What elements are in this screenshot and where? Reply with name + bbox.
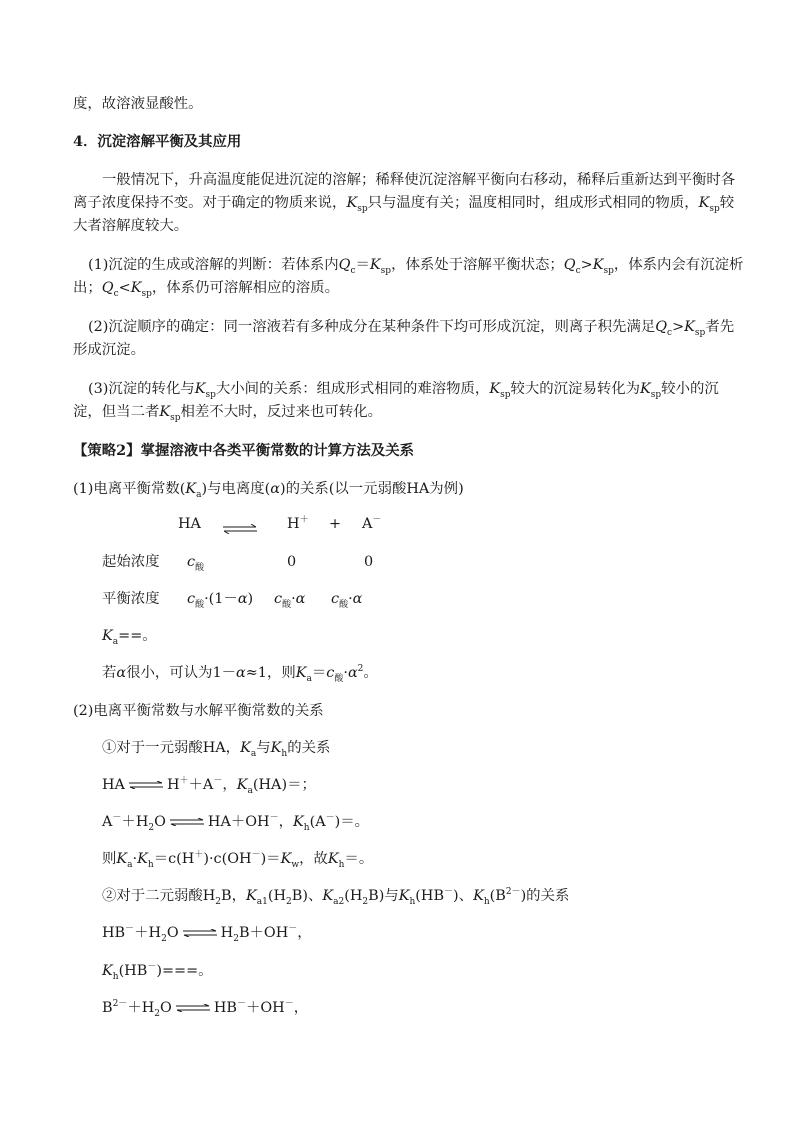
paragraph-line: 大者溶解度较大。 bbox=[73, 218, 189, 234]
equilibrium-h-conc: $c_酸\cdot\alpha$ bbox=[274, 591, 306, 610]
strategy-2-title: 【策略2】掌握溶液中各类平衡常数的计算方法及关系 bbox=[73, 442, 414, 459]
item-3-line: (3)沉淀的转化与$K_{sp}$大小间的关系：组成形式相同的难溶物质，$K_{sp}$较大的沉淀易转化为$K_{sp}$较小的沉 bbox=[88, 381, 719, 400]
section-4-title: 4．沉淀溶解平衡及其应用 bbox=[73, 133, 242, 150]
equilibrium-a-conc: $c_酸\cdot\alpha$ bbox=[331, 591, 363, 610]
hb-kh-line: $K_h(HB^-)===$。 bbox=[102, 962, 213, 982]
sub-1-title: ①对于一元弱酸HA，$K_a$与$K_h$的关系 bbox=[102, 740, 331, 759]
small-alpha-line: 若α很小，可认为1－α≈1，则$K_a=c_酸\cdot\alpha^2$。 bbox=[102, 664, 378, 684]
initial-acid-conc: $c_酸$ bbox=[187, 554, 205, 573]
row-equilibrium-label: 平衡浓度 bbox=[102, 591, 160, 607]
equilibrium-arrow-icon bbox=[128, 781, 164, 789]
ka-expression: $K_a==$。 bbox=[102, 628, 157, 647]
item-1-line: 出；$Q_c<K_{sp}$，体系仍可溶解相应的溶质。 bbox=[73, 280, 339, 299]
item-2-line: (2)沉淀顺序的确定：同一溶液若有多种成分在某种条件下均可形成沉淀，则离子积先满足$Q_c>K_{sp}$者先 bbox=[88, 319, 735, 338]
equilibrium-acid-conc: $c_酸\cdot(1-\alpha)$ bbox=[187, 591, 254, 610]
initial-a-conc: 0 bbox=[364, 554, 374, 570]
ka-kh-product-line: 则$K_a\cdot K_h=c(H^+)\cdot c(OH^-)=K_w$，故$K_h=$。 bbox=[102, 850, 374, 870]
item-1-line: (1)沉淀的生成或溶解的判断：若体系内$Q_c=K_{sp}$，体系处于溶解平衡状态；$Q_c>K_{sp}$，体系内会有沉淀析 bbox=[88, 257, 744, 276]
text-line: 度，故溶液显酸性。 bbox=[73, 96, 203, 112]
item-3-line: 淀，但当二者$K_{sp}$相差不大时，反过来也可转化。 bbox=[73, 404, 382, 423]
ha-ionization-line: HA H＋＋A－，$K_a(HA)=$； bbox=[102, 776, 316, 796]
sub-2-title: ②对于二元弱酸$H_2B$，$K_{a1}(H_2B)$、$K_{a2}(H_2B)$与$K_h(HB^-)$、$K_h(B^{2-})$的关系 bbox=[102, 887, 570, 907]
part-1-title: (1)电离平衡常数$(K_a)$与电离度(α)的关系(以一元弱酸HA为例) bbox=[73, 481, 464, 500]
initial-h-conc: 0 bbox=[287, 554, 297, 570]
paragraph-line: 离子浓度保持不变。对于确定的物质来说，$K_{sp}$只与温度有关；温度相同时，组成形式相同的物质，$K_{sp}$较 bbox=[73, 195, 735, 214]
equilibrium-arrow-icon bbox=[222, 519, 258, 529]
equilibrium-arrow-icon bbox=[169, 818, 205, 826]
equation-ha: HA bbox=[178, 516, 201, 532]
hb-hydrolysis-line: $HB^-+H_2O$ $H_2B+OH^-$， bbox=[102, 924, 312, 944]
b-hydrolysis-line: $B^{2-}+H_2O$ HB－＋OH－， bbox=[102, 999, 309, 1019]
equation-a-ion: A－ bbox=[362, 515, 382, 532]
equilibrium-arrow-icon bbox=[175, 1004, 211, 1012]
paragraph-line: 一般情况下，升高温度能促进沉淀的溶解；稀释使沉淀溶解平衡向右移动，稀释后重新达到平衡时各 bbox=[102, 172, 736, 188]
row-initial-label: 起始浓度 bbox=[102, 554, 160, 570]
a-hydrolysis-line: $A^-+H_2O$ HA＋OH－，$K_h(A^-)=$。 bbox=[102, 813, 370, 833]
equation-plus: + bbox=[329, 516, 342, 532]
equilibrium-arrow-icon bbox=[182, 929, 218, 937]
equation-h-ion: H＋ bbox=[287, 515, 309, 532]
part-2-title: (2)电离平衡常数与水解平衡常数的关系 bbox=[73, 703, 324, 719]
item-2-line: 形成沉淀。 bbox=[73, 342, 145, 358]
